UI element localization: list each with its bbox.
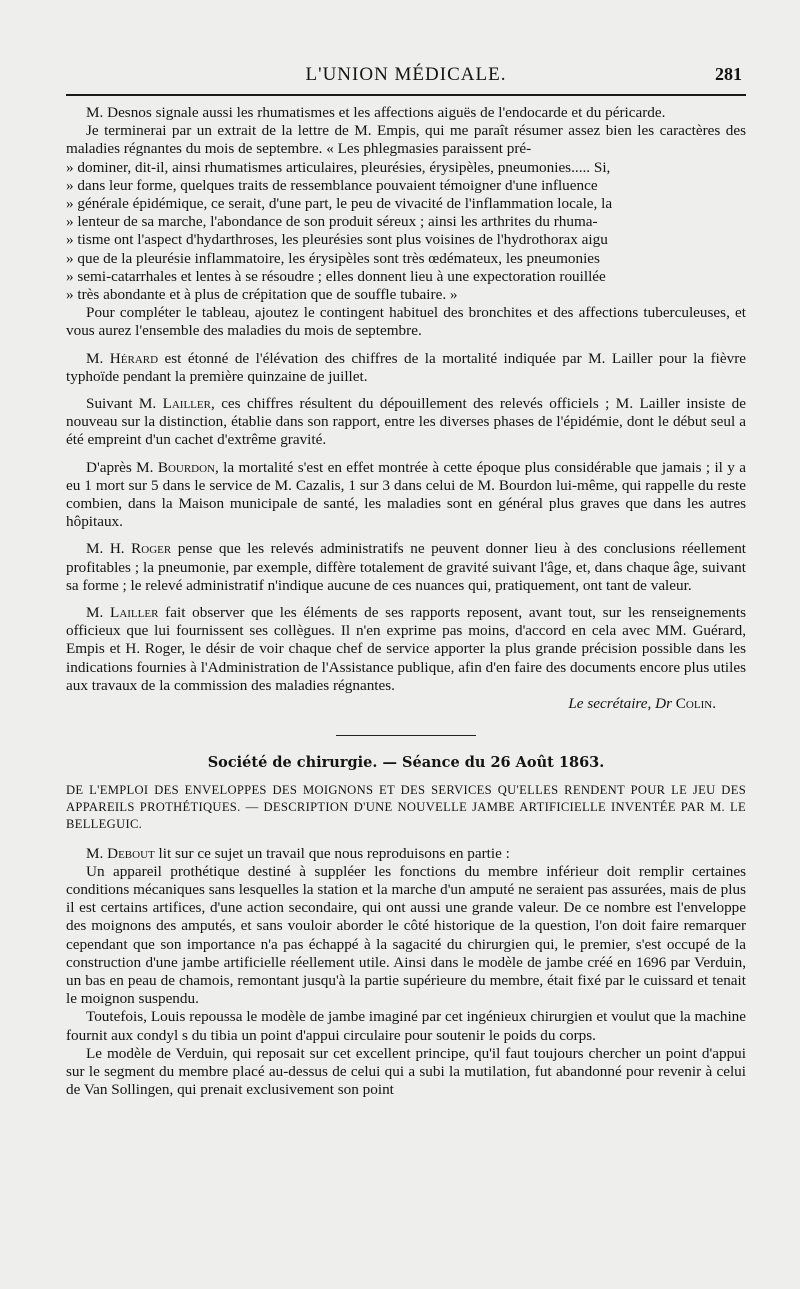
secretary-signature: [66, 695, 746, 713]
empis-quote: [66, 159, 746, 305]
speaker-name: Roger: [131, 540, 172, 558]
paragraph-text: fait observer que les éléments de ses rapports reposent, avant tout, sur les renseignements officieux que lui fournissent ses collègues. Il n'en exprime pas moins, d'accord en cela avec MM. Guérard, Empis et H. Roger, le désir de voir chaque chef de service apporter la plus grande précision possible dans les indications fournies à l'Administration de l'Assistance publique, afin d'en faire des documents encore plus utiles aux travaux de la commission des maladies régnantes.: [66, 604, 747, 694]
signature-role: Le secrétaire,: [568, 695, 652, 713]
page-number: 281: [715, 64, 742, 84]
paragraph-lailler-2: [66, 604, 746, 695]
paragraph-empis-intro: Je terminerai par un extrait de la lettre de M. Empis, qui me paraît résumer assez bien les caractères des maladies régnantes du mois de septembre. « Les phlegmasies paraissent pré-: [66, 122, 746, 158]
speaker-prefix: Suivant M.: [86, 395, 157, 413]
quote-line: » dans leur forme, quelques traits de ressemblance pouvaient témoigner d'une influence: [66, 176, 598, 194]
paragraph-bourdon: [66, 459, 746, 532]
paragraph-debout: [66, 845, 746, 863]
speaker-name: Debout: [107, 844, 155, 862]
quote-line: » dominer, dit-il, ainsi rhumatismes articulaires, pleurésies, érysipèles, pneumonies..... Si,: [66, 158, 611, 176]
paragraph-desnos: M. Desnos signale aussi les rhumatismes et les affections aiguës de l'endocarde et du péricarde.: [86, 104, 666, 121]
speaker-name: Bourdon: [157, 458, 215, 476]
signature-title: Dr: [655, 695, 672, 713]
paragraph-text: lit sur ce sujet un travail que nous reproduisons en partie :: [158, 844, 510, 862]
speaker-name: Hérard: [109, 349, 159, 367]
quote-line: » très abondante et à plus de crépitation que de souffle tubaire. »: [66, 286, 458, 304]
speaker-name: Lailler: [110, 604, 159, 622]
header-rule: [66, 94, 746, 96]
paragraph-text: , ces chiffres résultent du dépouillement des relevés officiels ; M. Lailler insiste de nouveau sur la distinction, établie dans son rapport, entre les diverses phases de l'épidémie, dont le début seul a été empreint d'un cachet d'extrême gravité.: [66, 395, 747, 449]
speaker-prefix: M. H.: [86, 540, 125, 558]
paragraph-herard: [66, 350, 746, 386]
paragraph-roger: [66, 540, 746, 595]
paragraph-conclusion: Pour compléter le tableau, ajoutez le contingent habituel des bronchites et des affections tuberculeuses, et vous aurez l'ensemble des maladies du mois de septembre.: [66, 304, 746, 340]
speaker-prefix: M.: [86, 844, 104, 862]
paragraph-text: est étonné de l'élévation des chiffres de la mortalité indiquée par M. Lailler pour la fièvre typhoïde pendant la première quinzaine de juillet.: [66, 349, 747, 385]
quote-line: » générale épidémique, ce serait, d'une part, le peu de vivacité de l'inflammation locale, la: [66, 195, 613, 213]
quote-line: » tisme ont l'aspect d'hydarthroses, les pleurésies sont plus voisines de l'hydrothorax aigu: [66, 231, 608, 249]
speaker-prefix: M.: [86, 349, 104, 367]
quote-line: » que de la pleurésie inflammatoire, les érysipèles sont très œdémateux, les pneumonies: [66, 249, 600, 267]
signature-name: Colin.: [675, 695, 716, 713]
paragraph-text: , la mortalité s'est en effet montrée à cette époque plus considérable que jamais ; il y a eu 1 mort sur 5 dans le service de M. Cazalis, 1 sur 3 dans celui de M. Bourdon lui-même, qui rappelle du reste combien, dans la Maison municipale de santé, les maladies sont en général plus graves que dans les autres hôpitaux.: [66, 458, 746, 531]
article-body: [66, 104, 746, 1099]
paragraph-appareil: Un appareil prothétique destiné à suppléer les fonctions du membre inférieur doit remplir certaines conditions mécaniques sans lesquelles la station et la marche d'un amputé ne seraient pas assurées, mais de plus il est certains artifices, d'une action secondaire, qui ont aussi une grande valeur. De ce nombre est l'enveloppe des moignons des amputés, et sans vouloir aborder le côté historique de la question, l'on doit faire remarquer cependant que son importance n'a pas échappé à la sagacité du chirurgien qui, le premier, s'est occupé de la construction d'une jambe artificielle réellement utile. Ainsi dans le modèle de jambe créé en 1696 par Verduin, un bas en peau de chamois, remontant jusqu'à la partie supérieure du membre, était fixé par le cuissard et tenait le moignon suspendu.: [66, 862, 746, 1008]
section-title: Société de chirurgie. — Séance du 26 Août 1863.: [207, 754, 605, 772]
speaker-prefix: D'après M.: [86, 458, 154, 476]
running-title: L'UNION MÉDICALE.: [305, 64, 507, 85]
speaker-name: Lailler: [162, 395, 211, 413]
speaker-prefix: M.: [86, 604, 104, 622]
quote-line: » semi-catarrhales et lentes à se résoudre ; elles donnent lieu à une expectoration rouillée: [66, 267, 606, 285]
paragraph-text: pense que les relevés administratifs ne peuvent donner lieu à des conclusions réellement profitables ; la pneumonie, par exemple, diffère totalement de gravité suivant l'âge, et, dans chaque âge, suivant sa forme ; le relevé administratif n'indique aucune de ces nuances qui, pratiquement, ont tant de valeur.: [66, 540, 747, 594]
paragraph-verduin: Le modèle de Verduin, qui reposait sur cet excellent principe, qu'il faut toujours chercher un point d'appui sur le segment du membre placé au-dessus de celui qui a subi la mutilation, fut abandonné pour revenir à celui de Van Sollingen, qui prenait exclusivement son point: [66, 1044, 746, 1099]
section-subtitle: DE L'EMPLOI DES ENVELOPPES DES MOIGNONS ET DES SERVICES QU'ELLES RENDENT POUR LE JEU DES APPAREILS PROTHÉTIQUES. — DESCRIPTION D'UNE NOUVELLE JAMBE ARTIFICIELLE INVENTÉE PAR M. LE BELLEGUIC.: [66, 782, 746, 831]
paragraph-lailler: [66, 395, 746, 450]
section-divider: [336, 735, 476, 736]
running-header: [66, 62, 746, 92]
paragraph-louis: Toutefois, Louis repoussa le modèle de jambe imaginé par cet ingénieux chirurgien et voulut que la machine fournit aux condyl s du tibia un point d'appui circulaire pour soutenir le poids du corps.: [66, 1008, 746, 1044]
quote-line: » lenteur de sa marche, l'abondance de son produit séreux ; ainsi les arthrites du rhuma-: [66, 213, 598, 231]
